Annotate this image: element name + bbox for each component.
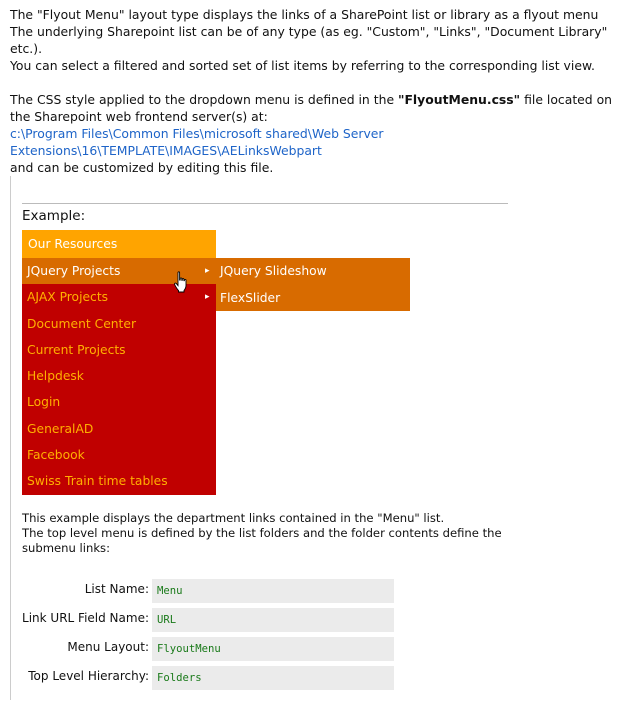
setting-label: Link URL Field Name: — [22, 611, 149, 625]
example-divider — [22, 203, 508, 204]
css-line-pre: The CSS style applied to the dropdown menu is defined in the — [10, 92, 398, 107]
file-path-line: c:\Program Files\Common Files\microsoft shared\Web Server — [10, 126, 384, 141]
menu-item-generalad[interactable]: GeneralAD — [22, 416, 216, 442]
css-info-line — [10, 91, 622, 108]
menu-item-label: AJAX Projects — [27, 290, 109, 305]
example-description — [22, 511, 502, 556]
description-line: submenu links: — [22, 541, 111, 555]
css-file-name: "FlyoutMenu.css" — [398, 92, 521, 107]
menu-item-document-center[interactable]: Document Center — [22, 311, 216, 337]
menu-item-current-projects[interactable]: Current Projects — [22, 337, 216, 363]
menu-item-login[interactable]: Login — [22, 389, 216, 415]
submenu-item-jquery-slideshow[interactable]: JQuery Slideshow — [220, 264, 327, 278]
setting-value: FlyoutMenu — [152, 637, 394, 661]
setting-row-list-name — [22, 578, 394, 602]
description-line: The top level menu is defined by the list folders and the folder contents define the — [22, 526, 502, 540]
intro-line: You can select a filtered and sorted set of list items by referring to the corresponding list view. — [10, 58, 595, 73]
menu-item-helpdesk[interactable]: Helpdesk — [22, 363, 216, 389]
menu-header[interactable]: Our Resources — [22, 230, 216, 258]
submenu-arrow-icon: ▸ — [205, 266, 210, 276]
css-line-post: file located on — [520, 92, 613, 107]
intro-line: The underlying Sharepoint list can be of any type (as eg. "Custom", "Links", "Document Library" etc.). — [10, 24, 608, 56]
menu-item-label: JQuery Projects — [27, 264, 121, 278]
server-line: the Sharepoint web frontend server(s) at: — [10, 109, 268, 124]
setting-label: Menu Layout: — [67, 640, 149, 654]
hand-pointer-icon — [173, 271, 189, 293]
submenu-item-flexslider[interactable]: FlexSlider — [220, 290, 281, 305]
intro-line: The "Flyout Menu" layout type displays the links of a SharePoint list or library as a flyout menu — [10, 7, 599, 22]
customize-line: and can be customized by editing this file. — [10, 160, 274, 175]
setting-value: Menu — [152, 579, 394, 603]
description-line: This example displays the department links contained in the "Menu" list. — [22, 511, 445, 525]
menu-item-swiss-train[interactable]: Swiss Train time tables — [22, 468, 216, 494]
setting-label: Top Level Hierarchy: — [28, 669, 149, 683]
intro-text — [10, 6, 622, 176]
flyout-submenu — [216, 258, 410, 311]
menu-item-facebook[interactable]: Facebook — [22, 442, 216, 468]
setting-row-link-url-field — [22, 607, 394, 631]
setting-value: Folders — [152, 666, 394, 690]
setting-label: List Name: — [84, 582, 149, 596]
setting-value: URL — [152, 608, 394, 632]
flyout-menu — [22, 230, 216, 495]
setting-row-menu-layout — [22, 636, 394, 660]
example-label: Example: — [22, 208, 86, 224]
setting-row-top-level-hierarchy — [22, 665, 394, 689]
submenu-arrow-icon: ▸ — [205, 292, 210, 303]
file-path-line: Extensions\16\TEMPLATE\IMAGES\AELinksWebpart — [10, 143, 322, 158]
